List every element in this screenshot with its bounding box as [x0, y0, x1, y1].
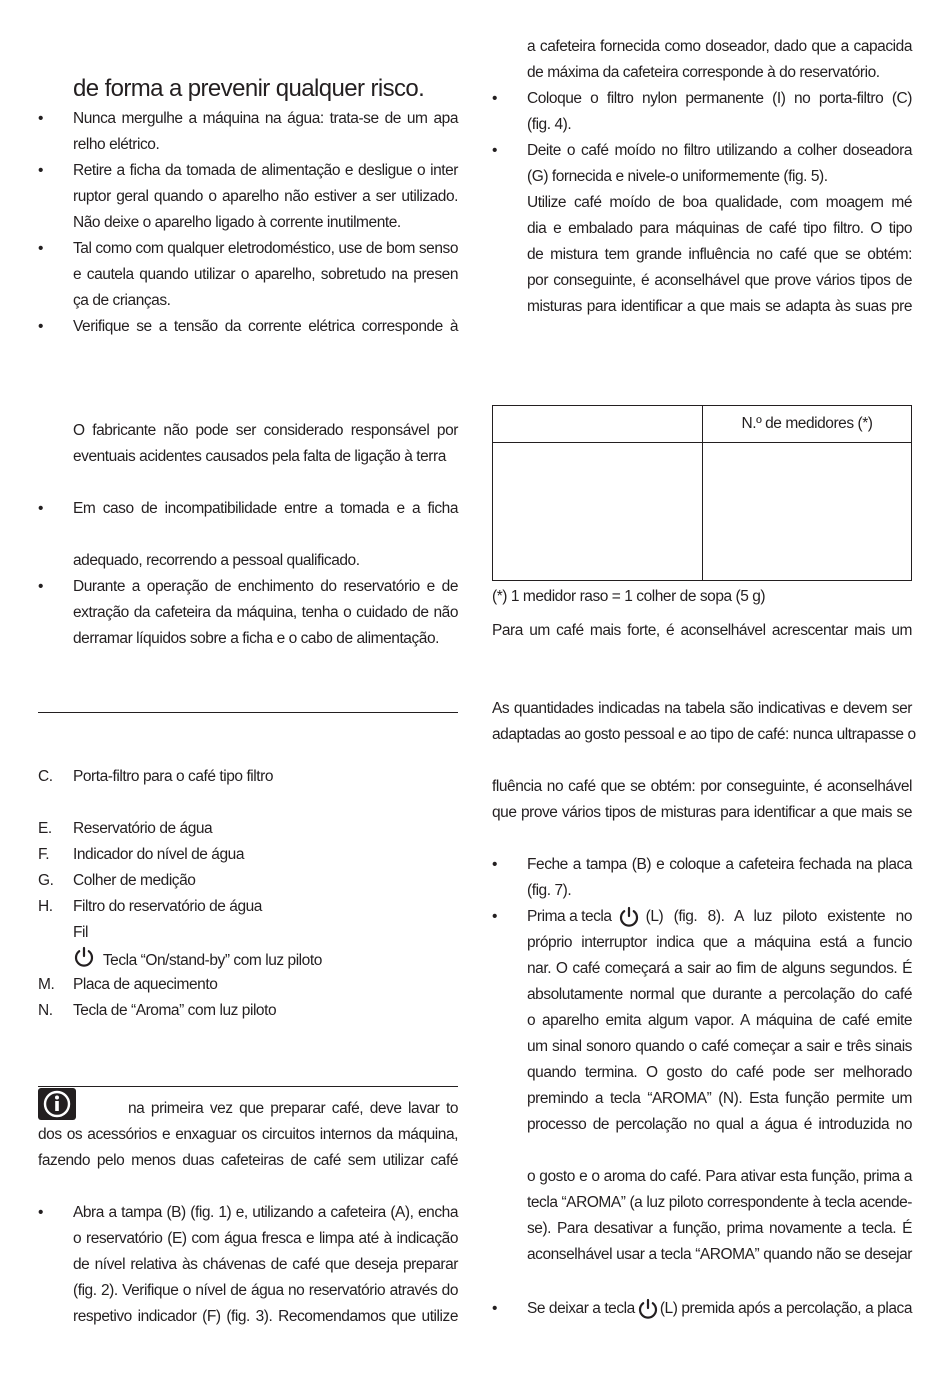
text-fragment: (L) premida após a percolação, a placa	[659, 1300, 912, 1317]
text-line: (fig. 4).	[527, 116, 572, 133]
text-line: premindo a tecla “AROMA” (N). Esta função permite um	[527, 1090, 912, 1107]
text-line: processo de percolação no qual a água é introduzida no	[527, 1116, 912, 1133]
text-line: misturas para identificar a que mais se adapta às suas pre	[527, 298, 912, 315]
text-line: um sinal sonoro quando o café começar a sair e três sinais	[527, 1038, 912, 1055]
text-line: aconselhável usar a tecla “AROMA” quando não se desejar	[527, 1246, 912, 1263]
text-line: de nível relativa às chávenas de café que deseja preparar	[73, 1256, 458, 1273]
table-header-cell: N.º de medidores (*)	[703, 406, 912, 443]
text-line: dia e embalado para máquinas de café tipo filtro. O tipo	[527, 220, 912, 237]
text-line: Durante a operação de enchimento do reservatório e de	[73, 578, 458, 595]
text-line: derramar líquidos sobre a ficha e o cabo de alimentação.	[73, 630, 439, 647]
bullet: •	[38, 110, 43, 127]
text-line: (fig. 2). Verifique o nível de água no reservatório através do	[73, 1282, 458, 1299]
text-line: próprio interruptor indica que a máquina está a funcio	[527, 934, 912, 951]
part-letter: N.	[38, 1002, 53, 1019]
text-line: fluência no café que se obtém: por conseguinte, é aconselhável	[492, 778, 912, 795]
text-line: Nunca mergulhe a máquina na água: trata-se de um apa	[73, 110, 458, 127]
text-line: (fig. 7).	[527, 882, 572, 899]
part-letter: C.	[38, 768, 53, 785]
bullet: •	[38, 318, 43, 335]
text-line: Em caso de incompatibilidade entre a tomada e a ficha	[73, 500, 458, 517]
text-line: de mistura tem grande influência no café que se obtém:	[527, 246, 912, 263]
text-line: ça de crianças.	[73, 292, 171, 309]
part-letter: H.	[38, 898, 53, 915]
text-line: Tal como com qualquer eletrodoméstico, use de bom senso	[73, 240, 458, 257]
bullet: •	[492, 90, 497, 107]
text-line: Retire a ficha da tomada de alimentação e desligue o inter	[73, 162, 458, 179]
text-line: Coloque o filtro nylon permanente (I) no porta-filtro (C)	[527, 90, 912, 107]
text-line: absolutamente normal que durante a percolação do café	[527, 986, 912, 1003]
table-cell	[703, 443, 912, 581]
bullet: •	[492, 142, 497, 159]
text-fragment: Se deixar a tecla	[527, 1300, 635, 1317]
part-label: Fil	[73, 924, 89, 941]
part-label: Porta-filtro para o café tipo filtro	[73, 768, 274, 785]
text-line: (G) fornecida e nivele-o uniformemente (fig. 5).	[527, 168, 828, 185]
text-fragment: (L) (fig. 8). A luz piloto existente no	[645, 908, 912, 925]
part-label: Tecla “On/stand-by” com luz piloto	[102, 952, 322, 969]
part-label: Placa de aquecimento	[73, 976, 218, 993]
part-label: Filtro do reservatório de água	[73, 898, 262, 915]
text-fragment: Prima a tecla	[527, 908, 612, 925]
part-label: Colher de medição	[73, 872, 196, 889]
text-line: extração da cafeteira da máquina, tenha o cuidado de não	[73, 604, 458, 621]
bullet: •	[492, 908, 497, 925]
text-line: As quantidades indicadas na tabela são indicativas e devem ser	[492, 700, 912, 717]
text-line: Verifique se a tensão da corrente elétrica corresponde à	[73, 318, 458, 335]
part-letter: M.	[38, 976, 55, 993]
text-line: relho elétrico.	[73, 136, 160, 153]
text-line: eventuais acidentes causados pela falta de ligação à terra	[73, 448, 446, 465]
text-line: respetivo indicador (F) (fig. 3). Recomendamos que utilize	[73, 1308, 458, 1325]
text-line: o reservatório (E) com água fresca e limpa até à indicação	[73, 1230, 458, 1247]
part-label: Indicador do nível de água	[73, 846, 244, 863]
table-header-row	[493, 406, 912, 443]
bullet: •	[492, 1300, 497, 1317]
part-label: Tecla de “Aroma” com luz piloto	[73, 1002, 277, 1019]
text-line: (*) 1 medidor raso = 1 colher de sopa (5 g)	[492, 588, 766, 605]
dosage-table	[492, 405, 912, 581]
text-line: que prove vários tipos de misturas para identificar a que mais se	[492, 804, 912, 821]
power-icon	[73, 946, 95, 968]
section-divider	[38, 1086, 458, 1087]
text-line: a cafeteira fornecida como doseador, dado que a capacida	[527, 38, 912, 55]
text-line: dos os acessórios e enxaguar os circuitos internos da máquina,	[38, 1126, 458, 1143]
section-divider	[38, 712, 458, 713]
part-letter: G.	[38, 872, 54, 889]
text-paragraph	[492, 618, 912, 644]
text-line: por conseguinte, é aconselhável que prove vários tipos de	[527, 272, 912, 289]
power-icon	[618, 906, 640, 928]
text-line: ruptor geral quando o aparelho não estiver a ser utilizado.	[73, 188, 458, 205]
bullet: •	[38, 500, 43, 517]
table-header-cell	[493, 406, 703, 443]
part-letter: E.	[38, 820, 52, 837]
text-line: tecla “AROMA” (a luz piloto correspondente à tecla acende-	[527, 1194, 912, 1211]
bullet: •	[492, 856, 497, 873]
section-heading: de forma a prevenir qualquer risco.	[73, 75, 425, 102]
text-line: de máxima da cafeteira corresponde à do reservatório.	[527, 64, 880, 81]
text-line: Utilize café moído de boa qualidade, com moagem mé	[527, 194, 912, 211]
text-paragraph	[492, 696, 916, 748]
text-line: nar. O café começará a sair ao fim de alguns segundos. É	[527, 960, 912, 977]
power-icon	[637, 1298, 659, 1320]
part-label: Reservatório de água	[73, 820, 213, 837]
text-line: adequado, recorrendo a pessoal qualificado.	[73, 552, 360, 569]
text-line: o aparelho emita algum vapor. A máquina de café emite	[527, 1012, 912, 1029]
bullet: •	[38, 162, 43, 179]
info-note	[38, 1096, 458, 1174]
text-line: O fabricante não pode ser considerado responsável por	[73, 422, 458, 439]
text-line: adaptadas ao gosto pessoal e ao tipo de café: nunca ultrapasse o	[492, 726, 916, 743]
text-line: na primeira vez que preparar café, deve lavar to	[128, 1100, 458, 1117]
bullet: •	[38, 578, 43, 595]
table-row	[493, 443, 912, 581]
info-icon	[38, 1088, 76, 1120]
text-line: fazendo pelo menos duas cafeteiras de café sem utilizar café	[38, 1152, 458, 1169]
text-line: se). Para desativar a função, prima novamente a tecla. É	[527, 1220, 912, 1237]
text-line: Abra a tampa (B) (fig. 1) e, utilizando a cafeteira (A), encha	[73, 1204, 458, 1221]
text-line: Deite o café moído no filtro utilizando a colher doseadora	[527, 142, 912, 159]
table-note	[492, 584, 912, 610]
table-cell	[493, 443, 703, 581]
text-line: Para um café mais forte, é aconselhável acrescentar mais um	[492, 622, 912, 639]
text-line: Feche a tampa (B) e coloque a cafeteira fechada na placa	[527, 856, 912, 873]
text-line: Não deixe o aparelho ligado à corrente inutilmente.	[73, 214, 401, 231]
bullet: •	[38, 1204, 43, 1221]
text-paragraph	[492, 774, 912, 826]
bullet: •	[38, 240, 43, 257]
text-line: o gosto e o aroma do café. Para ativar esta função, prima a	[527, 1168, 912, 1185]
text-line: e cautela quando utilizar o aparelho, sobretudo na presen	[73, 266, 458, 283]
part-letter: F.	[38, 846, 50, 863]
text-line: quando termina. O gosto do café pode ser melhorado	[527, 1064, 912, 1081]
